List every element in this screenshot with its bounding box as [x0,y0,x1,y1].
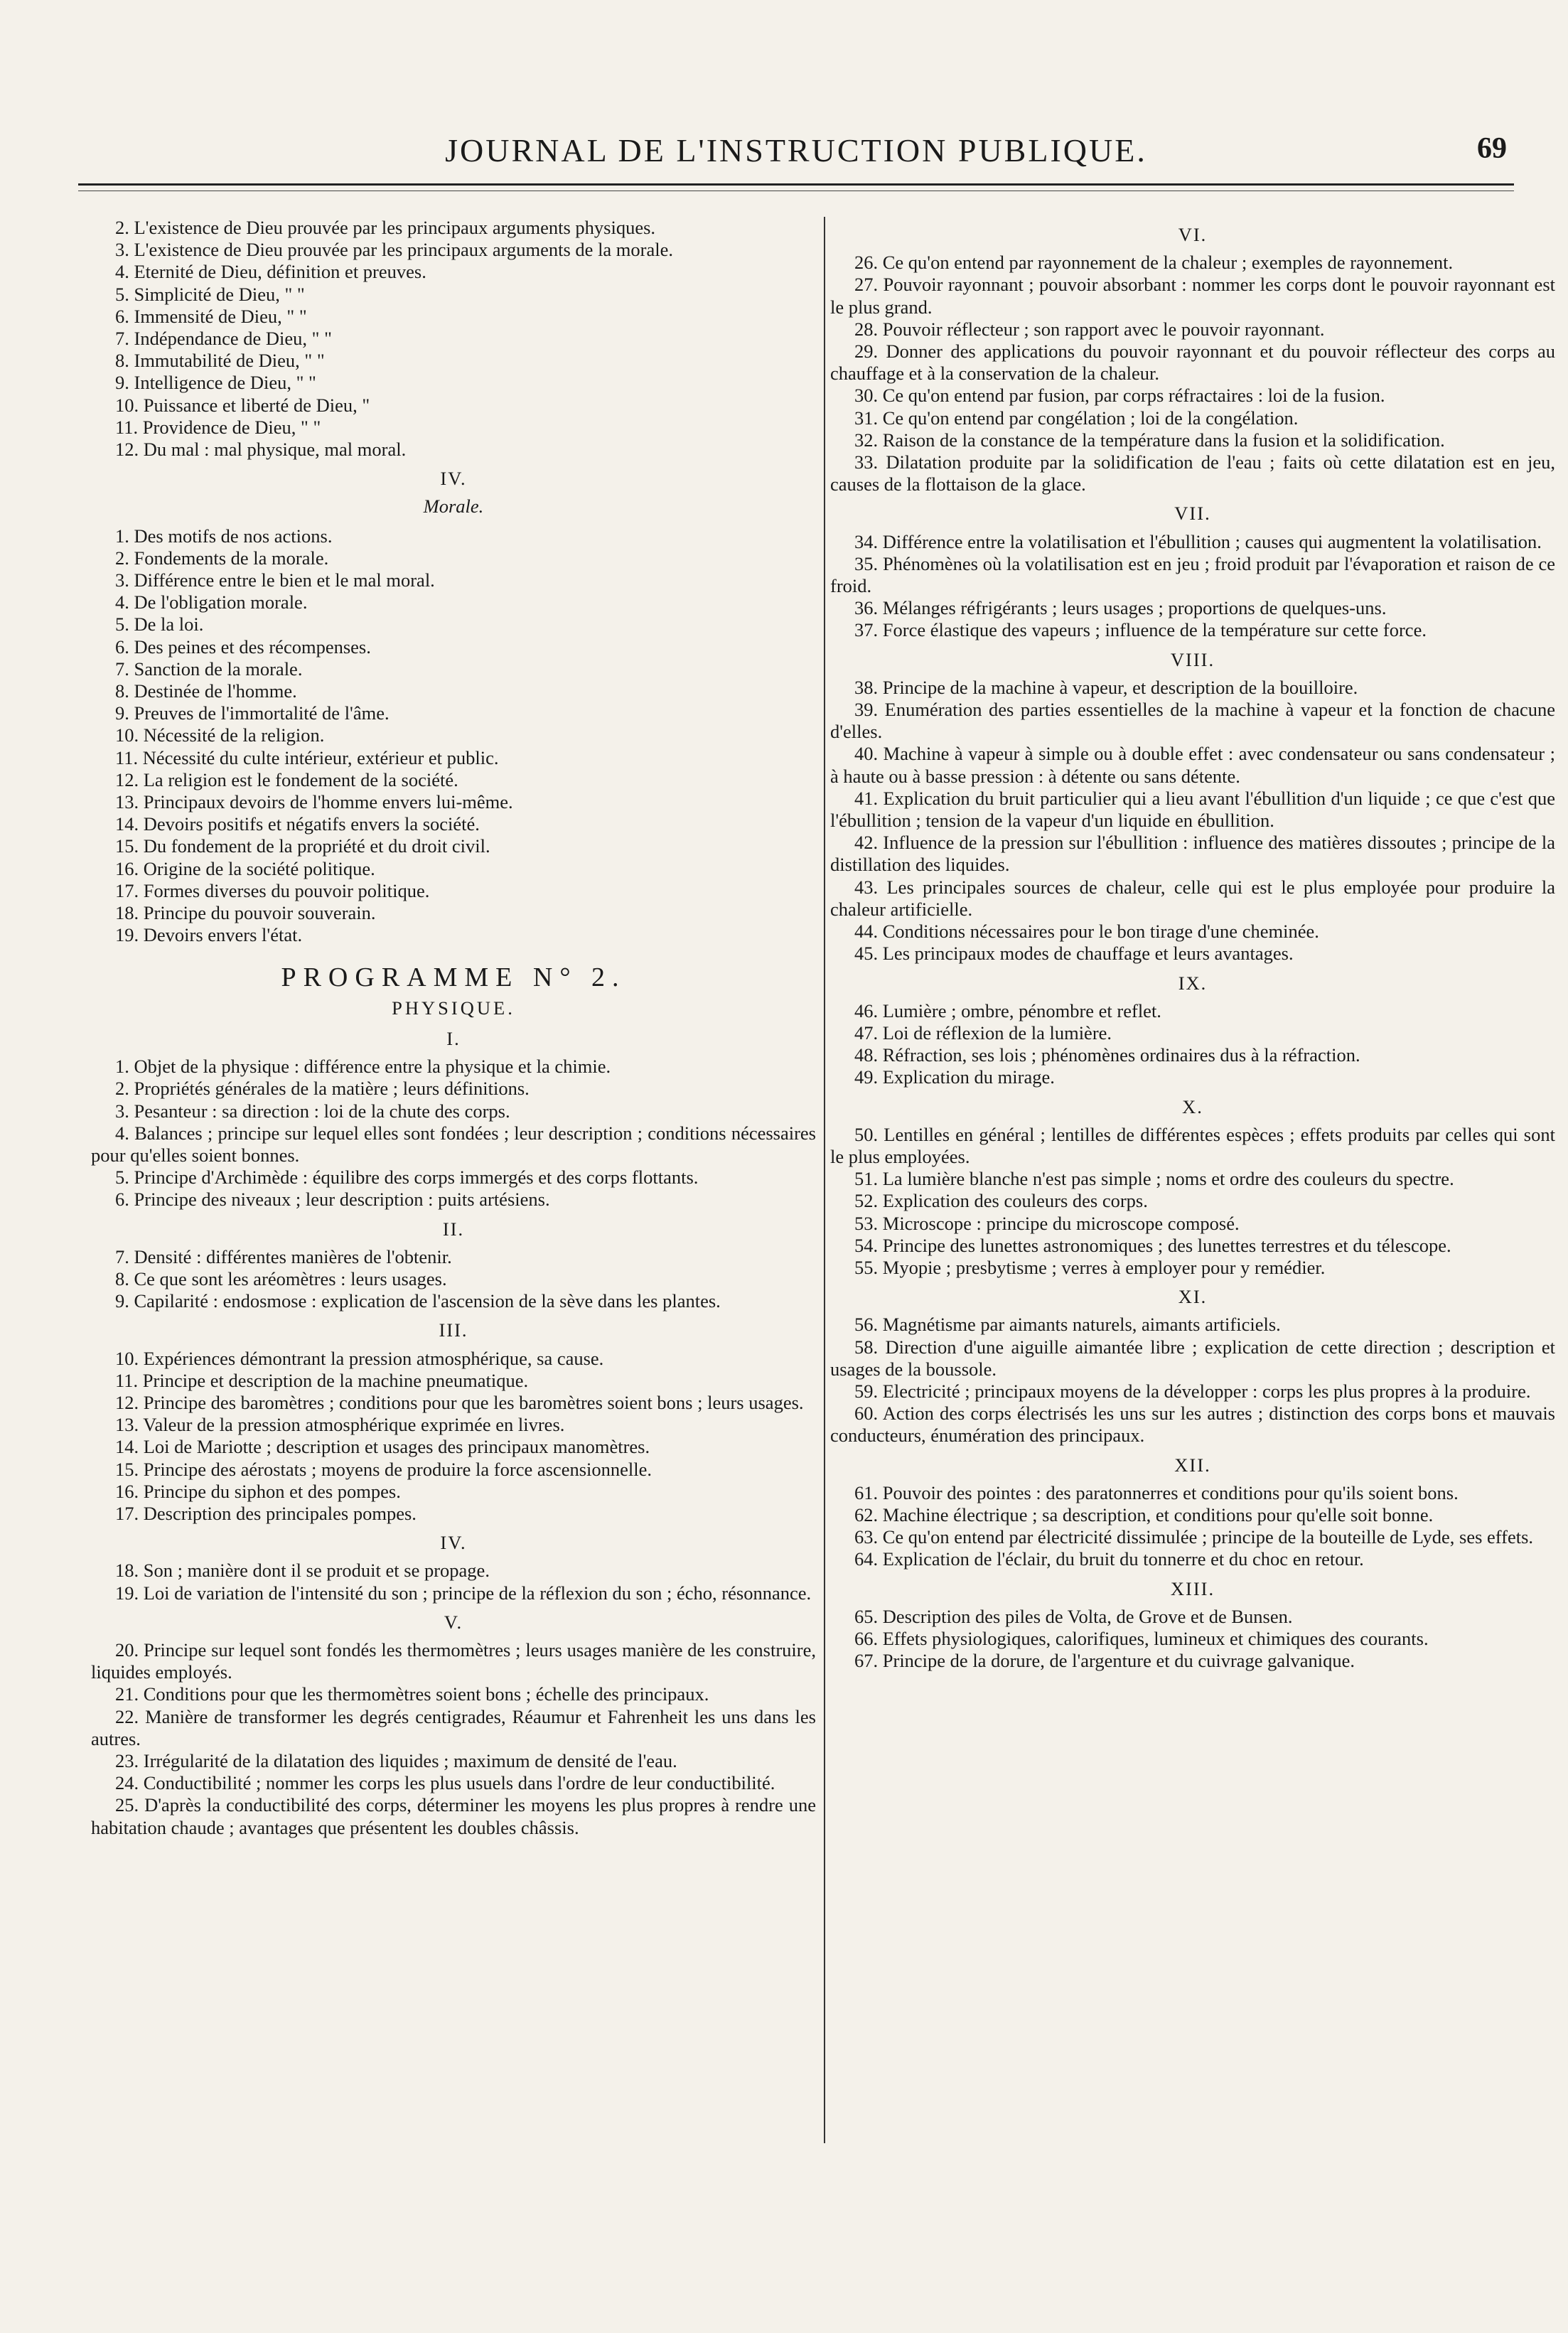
section-heading: XI. [1178,1286,1208,1308]
section [830,224,1555,495]
list-item: 3. Pesanteur : sa direction : loi de la chute des corps. [115,1100,510,1122]
list-item: 32. Raison de la constance de la température dans la fusion et la solidification. [854,429,1445,451]
list-item: 5. Principe d'Archimède : équilibre des corps immergés et des corps flottants. [115,1166,699,1189]
page-number: 69 [1477,132,1507,165]
list-item: 27. Pouvoir rayonnant ; pouvoir absorbant : nommer les corps dont le pouvoir rayonnant est le plus grand. [830,274,1555,318]
list-item: 52. Explication des couleurs des corps. [854,1190,1148,1212]
list-item: 15. Principe des aérostats ; moyens de produire la force ascensionnelle. [115,1458,653,1480]
list-item: 10. Expériences démontrant la pression atmosphérique, sa cause. [115,1347,604,1369]
subject-heading: PHYSIQUE. [392,997,515,1019]
list-item: 24. Conductibilité ; nommer les corps les plus usuels dans l'ordre de leur conductibilité. [115,1772,775,1794]
list-item: 1. Objet de la physique : différence entre la physique et la chimie. [115,1056,611,1078]
list-item: 2. Fondements de la morale. [115,547,329,569]
list-item: 22. Manière de transformer les degrés centigrades, Réaumur et Fahrenheit les uns dans les autres. [91,1705,816,1749]
list-item: 45. Les principaux modes de chauffage et leurs avantages. [854,943,1294,965]
section-heading: VI. [1178,224,1208,245]
list-item: 16. Origine de la société politique. [115,857,375,879]
list-item: 7. Sanction de la morale. [115,658,303,680]
list-item: 3. L'existence de Dieu prouvée par les principaux arguments de la morale. [115,239,674,261]
list-item: 13. Valeur de la pression atmosphérique exprimée en livres. [115,1414,565,1436]
section [830,1286,1555,1447]
list-item: 6. Principe des niveaux ; leur description : puits artésiens. [115,1189,550,1211]
list-item: 10. Puissance et liberté de Dieu, " [115,394,370,416]
header-rule [78,183,1514,186]
list-item: 18. Son ; manière dont il se produit et se propage. [115,1560,490,1582]
list-item: 19. Devoirs envers l'état. [115,924,303,946]
list-item: 63. Ce qu'on entend par électricité dissimulée ; principe de la bouteille de Lyde, ses effets. [854,1526,1534,1548]
section [91,1611,816,1839]
list-item: 6. Immensité de Dieu, " " [115,305,307,327]
section [91,1319,816,1525]
list-item: 39. Enumération des parties essentielles de la machine à vapeur et la fonction de chacune d'elles. [830,699,1555,743]
list-item: 16. Principe du siphon et des pompes. [115,1480,401,1502]
list-item: 12. Principe des baromètres ; conditions pour que les baromètres soient bons ; leurs usages. [115,1391,804,1413]
list-item: 65. Description des piles de Volta, de Grove et de Bunsen. [854,1605,1293,1627]
list-item: 31. Ce qu'on entend par congélation ; loi de la congélation. [854,407,1299,429]
list-item: 50. Lentilles en général ; lentilles de différentes espèces ; effets produits par celles qui sont le plus employées. [830,1123,1555,1167]
section-heading: VIII. [1170,648,1215,670]
list-item: 62. Machine électrique ; sa description, et conditions pour qu'elle soit bonne. [854,1503,1434,1525]
intro-list [91,217,816,461]
list-item: 1. Des motifs de nos actions. [115,525,333,547]
list-item: 49. Explication du mirage. [854,1066,1055,1088]
section-heading: VII. [1174,503,1211,525]
list-item: 13. Principaux devoirs de l'homme envers lui-même. [115,791,513,813]
list-item: 58. Direction d'une aiguille aimantée libre ; explication de cette direction ; description et usages de la boussole. [830,1336,1555,1380]
list-item: 12. La religion est le fondement de la société. [115,768,458,790]
section-heading: XIII. [1170,1577,1215,1599]
list-item: 11. Nécessité du culte intérieur, extérieur et public. [115,746,499,768]
list-item: 66. Effets physiologiques, calorifiques, lumineux et chimiques des courants. [854,1627,1429,1649]
section-heading: IV. [440,1532,467,1554]
page-header [85,132,1507,181]
list-item: 11. Principe et description de la machine pneumatique. [115,1369,529,1391]
section [830,649,1555,965]
list-item: 46. Lumière ; ombre, pénombre et reflet. [854,999,1161,1021]
list-item: 2. Propriétés générales de la matière ; leurs définitions. [115,1078,530,1100]
section [91,1218,816,1313]
list-item: 7. Densité : différentes manières de l'obtenir. [115,1245,452,1267]
list-item: 41. Explication du bruit particulier qui a lieu avant l'ébullition d'un liquide ; ce que c'est que l'ébullition ; tension de la vapeur d'un liquide en ébullition. [830,787,1555,832]
list-item: 11. Providence de Dieu, " " [115,416,321,438]
list-item: 48. Réfraction, ses lois ; phénomènes ordinaires dus à la réfraction. [854,1044,1360,1066]
morale-list [91,525,816,947]
list-item: 8. Immutabilité de Dieu, " " [115,350,325,372]
section-heading: XII. [1174,1454,1211,1476]
section-heading: I. [446,1027,461,1049]
list-item: 15. Du fondement de la propriété et du droit civil. [115,835,490,857]
physique-sections [91,1028,816,1839]
list-item: 53. Microscope : principe du microscope composé. [854,1212,1240,1234]
list-item: 5. De la loi. [115,613,204,635]
list-item: 40. Machine à vapeur à simple ou à double effet : avec condensateur ou sans condensateur ; à haute ou à basse pression : à détente ou sans détente. [830,743,1555,787]
list-item: 4. Eternité de Dieu, définition et preuves. [115,261,426,283]
list-item: 35. Phénomènes où la volatilisation est en jeu ; froid produit par l'évaporation et raison de ce froid. [830,552,1555,597]
list-item: 30. Ce qu'on entend par fusion, par corps réfractaires : loi de la fusion. [854,385,1385,407]
list-item: 20. Principe sur lequel sont fondés les thermomètres ; leurs usages manière de les construire, liquides employés. [91,1639,816,1683]
section [830,1096,1555,1280]
list-item: 25. D'après la conductibilité des corps, déterminer les moyens les plus propres à rendre une habitation chaude ; avantages que présentent les doubles châssis. [91,1794,816,1838]
list-item: 21. Conditions pour que les thermomètres soient bons ; échelle des principaux. [115,1683,709,1705]
list-item: 34. Différence entre la volatilisation et l'ébullition ; causes qui augmentent la volatilisation. [854,530,1542,552]
list-item: 37. Force élastique des vapeurs ; influence de la température sur cette force. [854,619,1427,641]
section-heading: X. [1182,1095,1203,1117]
section [830,972,1555,1089]
programme-title: PROGRAMME N° 2. [281,962,626,992]
section-heading: II. [442,1218,465,1240]
section [91,1028,816,1211]
list-item: 43. Les principales sources de chaleur, celle qui est le plus employée pour produire la chaleur artificielle. [830,876,1555,920]
list-item: 26. Ce qu'on entend par rayonnement de la chaleur ; exemples de rayonnement. [854,252,1454,274]
list-item: 42. Influence de la pression sur l'ébullition : influence des matières dissoutes ; principe de la distillation des liquides. [830,832,1555,876]
list-item: 6. Des peines et des récompenses. [115,635,371,658]
section [830,1578,1555,1673]
list-item: 12. Du mal : mal physique, mal moral. [115,439,407,461]
list-item: 8. Destinée de l'homme. [115,680,297,702]
section-heading: V. [444,1611,463,1633]
physique-sections-continued [830,224,1555,1672]
list-item: 47. Loi de réflexion de la lumière. [854,1021,1112,1044]
list-item: 9. Intelligence de Dieu, " " [115,372,316,394]
list-item: 18. Principe du pouvoir souverain. [115,902,376,924]
list-item: 55. Myopie ; presbytisme ; verres à employer pour y remédier. [854,1256,1326,1278]
list-item: 36. Mélanges réfrigérants ; leurs usages ; proportions de quelques-uns. [854,597,1387,619]
list-item: 28. Pouvoir réflecteur ; son rapport avec le pouvoir rayonnant. [854,318,1325,340]
list-item: 60. Action des corps électrisés les uns sur les autres ; distinction des corps bons et mauvais conducteurs, énumération des principaux. [830,1403,1555,1447]
list-item: 64. Explication de l'éclair, du bruit du tonnerre et du choc en retour. [854,1548,1364,1570]
right-column [830,217,1555,1672]
list-item: 29. Donner des applications du pouvoir rayonnant et du pouvoir réflecteur des corps au chauffage et à la conservation de la chaleur. [830,340,1555,385]
list-item: 14. Loi de Mariotte ; description et usages des principaux manomètres. [115,1436,650,1458]
list-item: 3. Différence entre le bien et le mal moral. [115,569,435,591]
section [91,1532,816,1604]
section-heading: IX. [1178,972,1208,994]
section-heading: IV. [440,468,467,490]
list-item: 61. Pouvoir des pointes : des paratonnerres et conditions pour qu'ils soient bons. [854,1481,1459,1503]
section [830,503,1555,641]
list-item: 2. L'existence de Dieu prouvée par les principaux arguments physiques. [115,217,656,238]
journal-title: JOURNAL DE L'INSTRUCTION PUBLIQUE. [445,132,1147,168]
list-item: 67. Principe de la dorure, de l'argenture et du cuivrage galvanique. [854,1650,1355,1672]
list-item: 54. Principe des lunettes astronomiques ; des lunettes terrestres et du télescope. [854,1234,1451,1256]
list-item: 8. Ce que sont les aréomètres : leurs usages. [115,1267,447,1289]
list-item: 17. Formes diverses du pouvoir politique. [115,879,430,901]
list-item: 59. Electricité ; principaux moyens de la développer : corps les plus propres à la produire. [854,1380,1531,1402]
list-item: 44. Conditions nécessaires pour le bon tirage d'une cheminée. [854,921,1319,943]
list-item: 51. La lumière blanche n'est pas simple ; noms et ordre des couleurs du spectre. [854,1168,1454,1190]
list-item: 4. De l'obligation morale. [115,591,308,613]
section-subtitle: Morale. [423,495,484,517]
list-item: 9. Preuves de l'immortalité de l'âme. [115,702,390,724]
left-column [91,217,816,1839]
list-item: 5. Simplicité de Dieu, " " [115,283,305,305]
list-item: 4. Balances ; principe sur lequel elles sont fondées ; leur description ; conditions nécessaires pour qu'elles soient bonnes. [91,1122,816,1166]
list-item: 38. Principe de la machine à vapeur, et description de la bouilloire. [854,676,1358,698]
list-item: 10. Nécessité de la religion. [115,724,325,746]
list-item: 9. Capilarité : endosmose : explication de l'ascension de la sève dans les plantes. [115,1290,721,1312]
list-item: 56. Magnétisme par aimants naturels, aimants artificiels. [854,1314,1281,1336]
column-divider [824,217,825,2143]
list-item: 33. Dilatation produite par la solidification de l'eau ; faits où cette dilatation est en jeu, causes de la flottaison de la glace. [830,451,1555,495]
list-item: 7. Indépendance de Dieu, " " [115,328,332,350]
section [830,1454,1555,1571]
list-item: 23. Irrégularité de la dilatation des liquides ; maximum de densité de l'eau. [115,1750,677,1771]
section-heading: III. [439,1319,468,1341]
list-item: 17. Description des principales pompes. [115,1502,417,1524]
list-item: 14. Devoirs positifs et négatifs envers la société. [115,813,480,835]
list-item: 19. Loi de variation de l'intensité du son ; principe de la réflexion du son ; écho, résonnance. [115,1582,812,1604]
